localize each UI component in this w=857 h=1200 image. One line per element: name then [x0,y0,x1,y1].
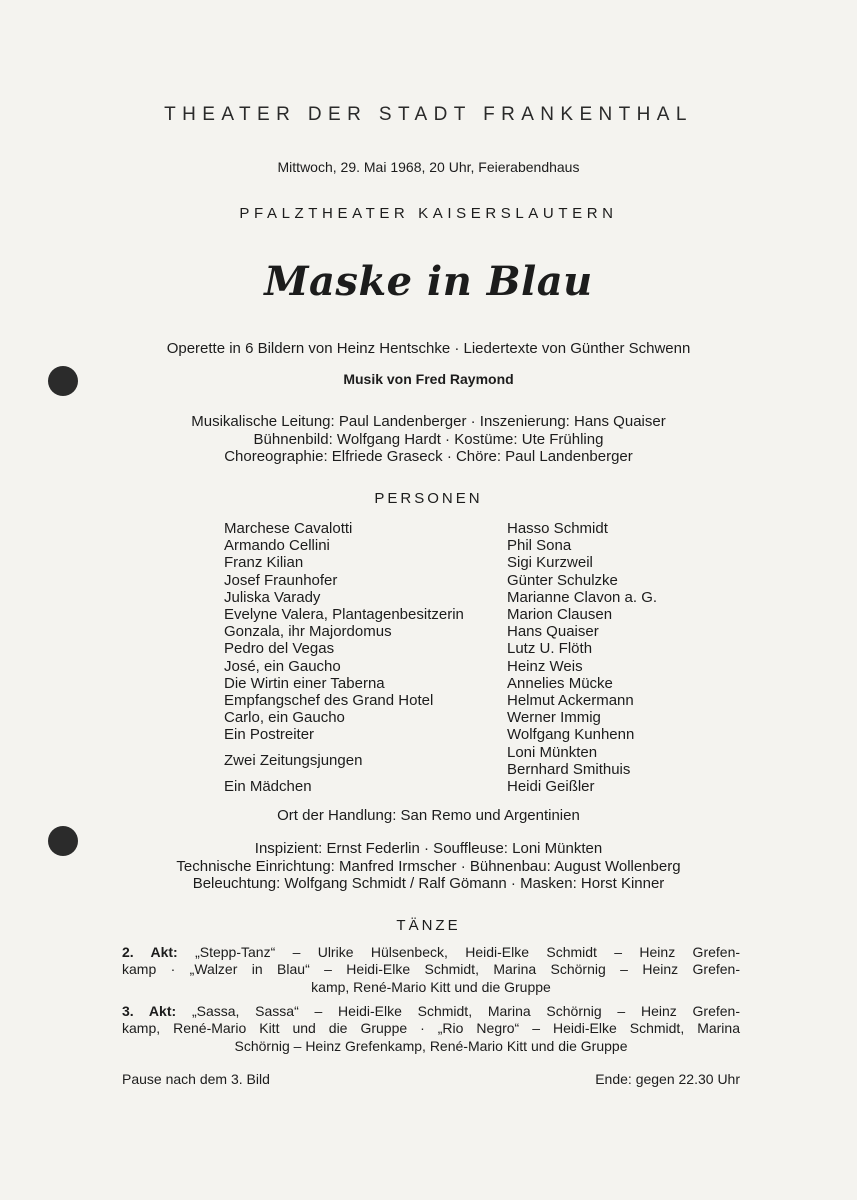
cast-row [224,726,704,743]
pause-note: Pause nach dem 3. Bild [122,1071,270,1087]
cast-role: Carlo, ein Gaucho [224,709,345,727]
cast-actor: Loni Münkten [507,743,598,761]
cast-actor: Wolfgang Kunhenn [507,726,635,744]
cast-role: Zwei Zeitungsjungen [224,752,363,770]
cast-row [224,537,704,554]
cast-role: Franz Kilian [224,554,304,572]
ensemble-name: PFALZTHEATER KAISERSLAUTERN [239,205,618,222]
dance-line [122,1003,740,1020]
cast-role: Josef Fraunhofer [224,571,338,589]
cast-row [224,520,704,537]
cast-actor: Hasso Schmidt [507,520,608,537]
cast-role: Gonzala, ihr Majordomus [224,623,392,641]
cast-actor: Heinz Weis [507,657,583,675]
cast-row [224,606,704,623]
cast-row [224,744,704,778]
play-title: Maske in Blau [264,258,593,305]
crew-credits [0,840,857,893]
cast-role: Ein Mädchen [224,778,312,796]
cast-actor: Phil Sona [507,537,572,555]
performance-date: Mittwoch, 29. Mai 1968, 20 Uhr, Feierabendhaus [277,159,580,175]
cast-actor-group [507,744,630,778]
cast-role: Ein Postreiter [224,726,315,744]
cast-actor: Annelies Mücke [507,674,613,692]
cast-actor: Werner Immig [507,709,601,727]
production-credits [0,413,857,466]
music-credit: Musik von Fred Raymond [343,371,514,387]
dance-act-3 [122,1003,740,1055]
cast-actor: Sigi Kurzweil [507,554,593,572]
cast-row [224,709,704,726]
cast-role: Die Wirtin einer Taberna [224,674,385,692]
setting-line: Ort der Handlung: San Remo und Argentinien [277,807,580,824]
cast-row [224,589,704,606]
cast-role: Marchese Cavalotti [224,520,353,537]
cast-actor: Hans Quaiser [507,623,599,641]
cast-role: José, ein Gaucho [224,657,341,675]
cast-row [224,572,704,589]
cast-actor: Lutz U. Flöth [507,640,593,658]
credit-line: Choreographie: Elfriede Graseck · Chöre: Paul Landenberger [224,448,633,465]
cast-row [224,623,704,640]
cast-row [224,658,704,675]
dance-line: kamp, René-Mario Kitt und die Gruppe · „Rio Negro“ – Heidi-Elke Schmidt, Marina [122,1020,740,1037]
taenze-heading: TÄNZE [396,917,461,934]
play-subtitle: Operette in 6 Bildern von Heinz Hentschke · Liedertexte von Günther Schwenn [166,340,691,357]
act-label: 3. Akt: [122,1003,177,1019]
crew-line: Technische Einrichtung: Manfred Irmscher · Bühnenbau: August Wollenberg [176,857,681,875]
cast-role: Juliska Varady [224,588,321,606]
personen-heading: PERSONEN [374,490,483,507]
cast-actor: Bernhard Smithuis [507,760,631,778]
dance-line [122,944,740,961]
cast-actor: Marion Clausen [507,606,613,624]
credit-line: Bühnenbild: Wolfgang Hardt · Kostüme: Ute Frühling [253,430,604,448]
cast-actor: Günter Schulzke [507,571,618,589]
dance-act-2 [122,944,740,996]
cast-row [224,640,704,657]
cast-actor: Heidi Geißler [507,778,595,796]
dance-line: kamp, René-Mario Kitt und die Gruppe [311,978,551,995]
dance-text: „Sassa, Sassa“ – Heidi-Elke Schmidt, Marina Schörnig – Heinz Grefen- [191,1003,741,1019]
end-time: Ende: gegen 22.30 Uhr [595,1071,740,1087]
theater-name: THEATER DER STADT FRANKENTHAL [164,104,693,125]
cast-role: Empfangschef des Grand Hotel [224,692,434,710]
cast-list [224,520,704,795]
dance-line: Schörnig – Heinz Grefenkamp, René-Mario Kitt und die Gruppe [234,1037,628,1054]
cast-row [224,675,704,692]
credit-line: Musikalische Leitung: Paul Landenberger · Inszenierung: Hans Quaiser [191,413,666,430]
cast-role: Pedro del Vegas [224,640,335,658]
cast-row [224,554,704,571]
act-label: 2. Akt: [122,944,178,960]
cast-row [224,692,704,709]
cast-row [224,778,704,795]
cast-role: Evelyne Valera, Plantagenbesitzerin [224,606,464,624]
cast-role: Armando Cellini [224,537,330,555]
crew-line: Beleuchtung: Wolfgang Schmidt / Ralf Gömann · Masken: Horst Kinner [192,875,665,892]
cast-actor: Helmut Ackermann [507,692,634,710]
dance-line: kamp · „Walzer in Blau“ – Heidi-Elke Schmidt, Marina Schörnig – Heinz Grefen- [122,961,740,978]
dance-text: „Stepp-Tanz“ – Ulrike Hülsenbeck, Heidi-Elke Schmidt – Heinz Grefen- [195,944,741,960]
crew-line: Inspizient: Ernst Federlin · Souffleuse: Loni Münkten [254,840,603,857]
cast-actor: Marianne Clavon a. G. [507,588,658,606]
